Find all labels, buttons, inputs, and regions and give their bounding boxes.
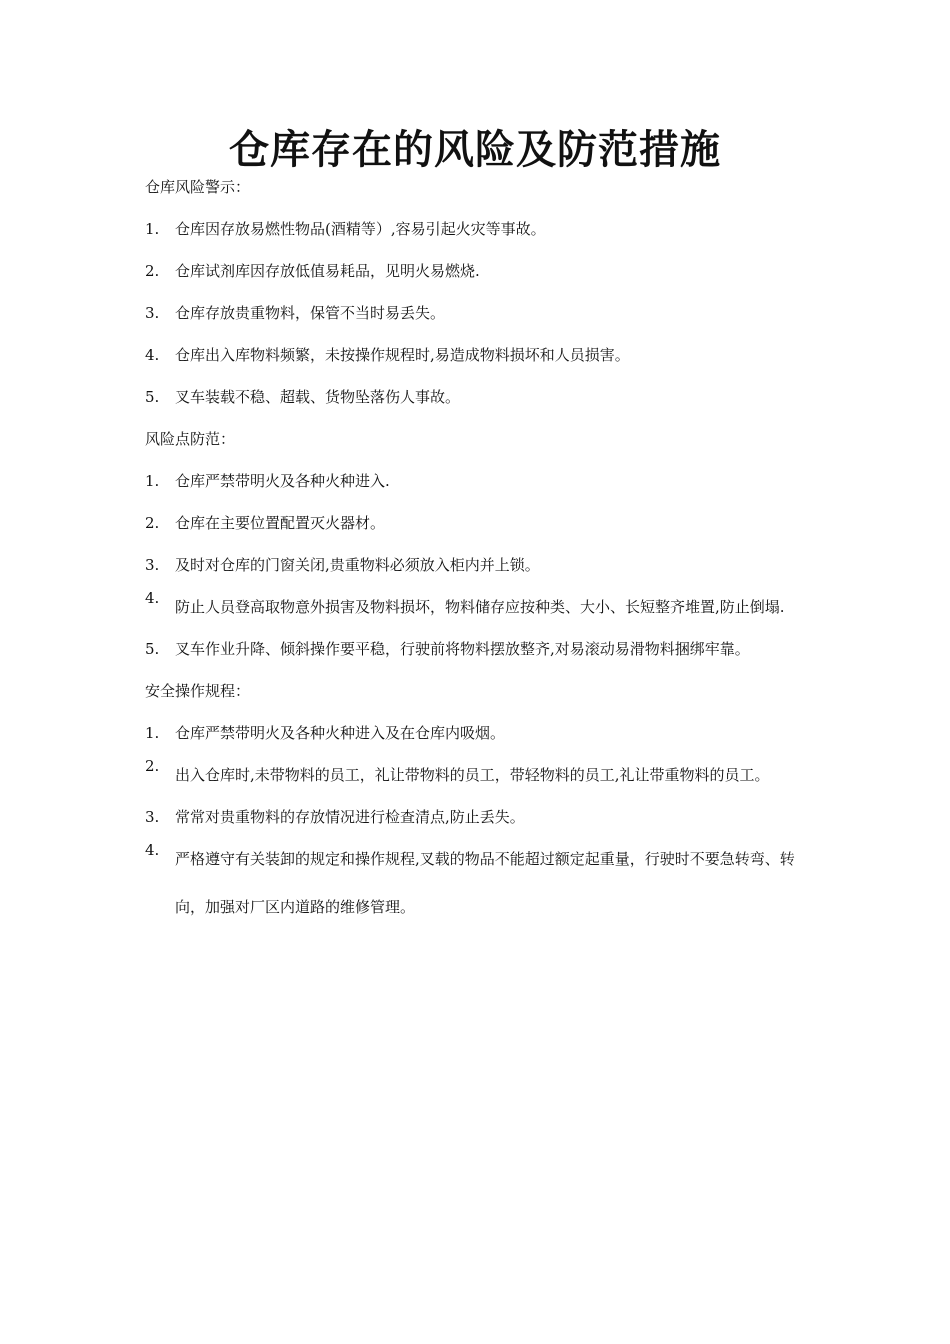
list-item (145, 550, 815, 580)
section-heading-risk-warning: 仓库风险警示： (145, 178, 251, 196)
list-item-text: 仓库严禁带明火及各种火种进入及在仓库内吸烟。 (175, 724, 506, 742)
list-item-number: 3. (145, 304, 160, 322)
document-title: 仓库存在的风险及防范措施 (229, 126, 721, 173)
list-item (145, 508, 815, 538)
list-item (145, 382, 815, 412)
list-item-text: 仓库试剂库因存放低值易耗品，见明火易燃烧. (175, 262, 480, 280)
list-item-text: 仓库存放贵重物料，保管不当时易丢失。 (175, 304, 446, 322)
list-item-number: 1. (145, 220, 160, 238)
list-item (145, 718, 815, 748)
list-item-number: 2. (145, 514, 160, 532)
list-item-number: 5. (145, 388, 160, 406)
list-item (145, 466, 815, 496)
list-item-number: 3. (145, 556, 160, 574)
list-item-text: 仓库在主要位置配置灭火器材。 (175, 514, 386, 532)
section-heading-risk-prevention: 风险点防范： (145, 430, 236, 448)
list-item-number: 5. (145, 640, 160, 658)
list-item-text: 仓库因存放易燃性物品(酒精等）,容易引起火灾等事故。 (175, 220, 546, 238)
list-item-number: 1. (145, 472, 160, 490)
list-item (145, 214, 815, 244)
list-item-number: 4. (145, 841, 160, 859)
list-item-text: 仓库出入库物料频繁，未按操作规程时,易造成物料损坏和人员损害。 (175, 346, 630, 364)
list-item-text: 叉车装载不稳、超载、货物坠落伤人事故。 (175, 388, 461, 406)
list-item-number: 2. (145, 757, 160, 775)
list-item-number: 2. (145, 262, 160, 280)
list-item (145, 256, 815, 286)
list-item-number: 3. (145, 808, 160, 826)
list-item-text: 严格遵守有关装卸的规定和操作规程,叉载的物品不能超过额定起重量，行驶时不要急转弯、转向，加强对厂区内道路的维修管理。 (175, 850, 795, 916)
list-item-number: 4. (145, 589, 160, 607)
list-item-text: 叉车作业升降、倾斜操作要平稳，行驶前将物料摆放整齐,对易滚动易滑物料捆绑牢靠。 (175, 640, 750, 658)
list-item (145, 751, 815, 799)
list-item-text: 常常对贵重物料的存放情况进行检查清点,防止丢失。 (175, 808, 525, 826)
list-item-text: 及时对仓库的门窗关闭,贵重物料必须放入柜内并上锁。 (175, 556, 540, 574)
list-item (145, 802, 815, 832)
list-item (145, 583, 815, 631)
list-item (145, 340, 815, 370)
list-item-text: 防止人员登高取物意外损害及物料损坏，物料储存应按种类、大小、长短整齐堆置,防止倒塌. (175, 598, 785, 616)
list-item (145, 634, 815, 664)
list-item-number: 1. (145, 724, 160, 742)
section-heading-safe-operation: 安全操作规程： (145, 682, 251, 700)
list-item (145, 298, 815, 328)
list-item-number: 4. (145, 346, 160, 364)
document-body (145, 172, 815, 934)
list-item (145, 835, 815, 931)
list-item-text: 出入仓库时,未带物料的员工，礼让带物料的员工，带轻物料的员工,礼让带重物料的员工。 (175, 766, 770, 784)
list-item-text: 仓库严禁带明火及各种火种进入. (175, 472, 390, 490)
